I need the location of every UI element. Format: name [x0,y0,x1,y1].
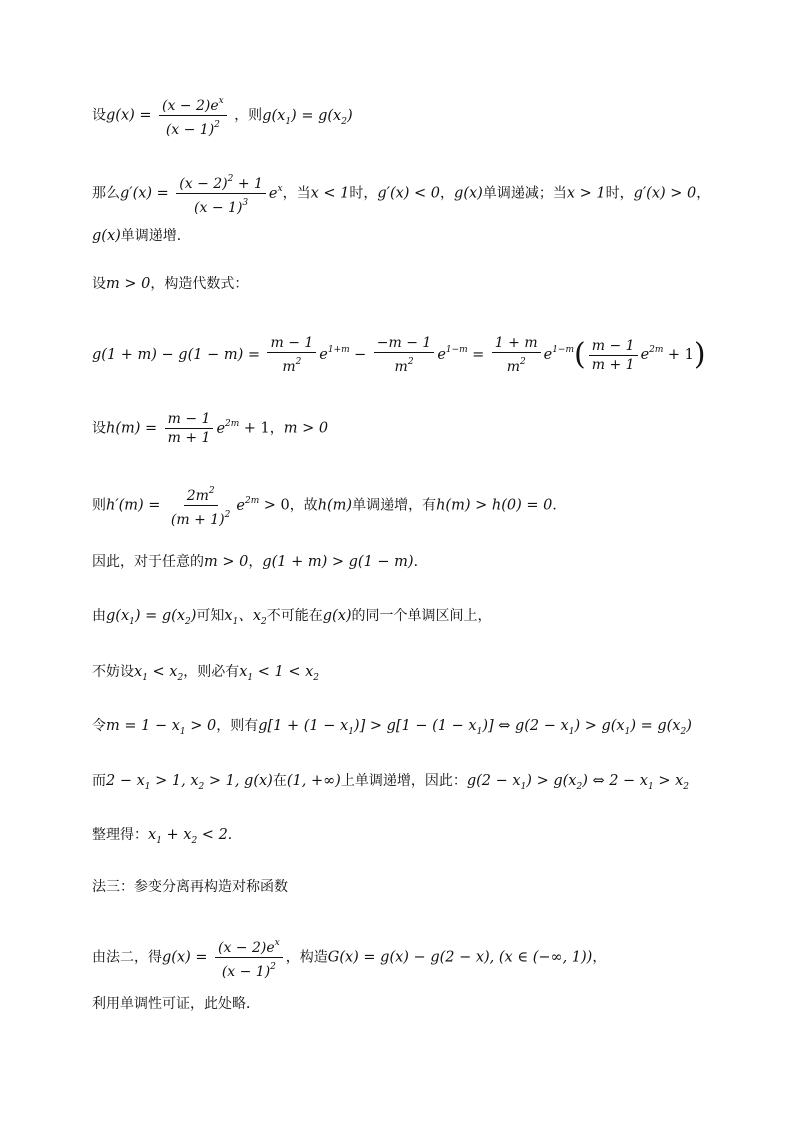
line-set-m [92,274,734,294]
fraction-numerator: m − 1 [267,334,316,353]
math-expr: g(x) [92,228,121,244]
text: ， [248,554,263,570]
fraction-denominator [392,353,417,376]
section-heading: 法三：参变分离再构造对称函数 [92,879,288,895]
fraction [215,934,283,981]
subscript: 2 [683,782,689,792]
math-part: e [268,185,278,202]
subscript: 2 [576,782,583,792]
subscript: 2 [313,673,319,683]
line-method-three [92,877,734,897]
math-expr: (x − 2)e [162,98,219,114]
math-expr: m > 0 [204,554,249,570]
math-expr: m > 0 [106,276,151,292]
line-let-m [92,716,734,742]
subscript: 2 [185,617,191,627]
line-conclusion [92,825,734,851]
math-part: 、x [238,608,262,624]
math-part: 2m [186,488,209,504]
math-part: 2 − x [106,773,145,789]
text: 因此，对于任意的 [92,554,204,570]
math-expr [466,773,689,792]
math-expr [239,664,319,683]
math-part: )] ⇔ g(2 − x [482,718,569,734]
superscript: 2 [407,357,414,367]
math-part: (x − 1) [221,964,271,980]
math-part: ) ⇔ 2 − x [582,773,648,789]
math-part: g(2 − x [466,773,521,789]
math-expr: m > 0 [283,420,329,437]
text: ，则 [234,107,263,124]
fraction [176,170,266,217]
fraction-numerator: 1 + m [492,334,541,353]
math-expr: g′(x) = [120,185,169,202]
text: 利用单调性可证，此处略． [92,996,260,1012]
text: ． [227,827,242,843]
math-operator: = [472,347,485,363]
math-expr: g′(x) > 0 [633,185,697,202]
math-expr [224,608,267,627]
subscript: 1 [624,727,631,737]
text: ， [269,420,284,437]
fraction [492,334,541,376]
subscript: 2 [261,617,267,627]
text: 单调递增，有 [352,497,437,514]
subscript: 1 [476,727,483,737]
math-expr [319,347,349,363]
math-expr: g(x) = [106,107,152,124]
fraction-denominator: m + 1 [167,430,211,446]
math-part: + x [161,827,192,843]
fraction-numerator [159,92,227,116]
subscript: 1 [129,617,135,627]
math-part: x [134,664,143,680]
math-expr [236,495,260,514]
math-part: > 1, x [150,773,199,789]
fraction-numerator [184,482,218,506]
text: 由 [92,608,106,624]
math-expr [216,418,240,437]
subscript: 2 [680,727,687,737]
math-expr [437,347,467,363]
math-expr: g(x) [322,608,352,624]
right-paren: ) [693,337,706,372]
math-expr: h(m) [317,497,353,514]
text: 的同一个单调区间上， [351,608,492,624]
text: ，则有 [216,718,259,734]
text: ． [552,497,567,514]
math-expr: g(x) [454,185,483,202]
subscript: 1 [144,782,151,792]
subscript: 1 [568,727,575,737]
math-part: e [319,347,328,363]
fraction-denominator [504,353,529,376]
subscript: 2 [341,116,347,127]
superscript: 2 [295,357,302,367]
math-expr [106,608,197,627]
line-from-equal [92,606,734,632]
text: 上单调递增，因此： [340,773,467,789]
math-expr [262,107,353,127]
math-expr [148,827,228,846]
text: ， [696,185,711,202]
math-expr: (x − 2) [179,176,228,192]
text: 时， [605,185,634,202]
math-expr: g(x) = [162,949,208,966]
fraction-numerator [215,934,283,958]
superscript: 2 [208,486,215,496]
fraction-denominator [163,116,223,139]
fraction-numerator: m − 1 [165,410,214,429]
math-part: ) [190,608,197,624]
text: 不可能在 [266,608,323,624]
text: 可知 [196,608,225,624]
math-expr [544,347,574,363]
fraction [267,334,316,376]
math-expr [106,773,273,792]
line-derivative [92,170,734,217]
math-expr: > 0 [263,497,290,514]
subscript: 2 [198,782,205,792]
line-h-derivative [92,482,734,529]
fraction-numerator [176,170,266,194]
fraction-numerator: m − 1 [589,337,638,356]
text: 令 [92,718,106,734]
line-construct [92,334,734,376]
math-part: )] > g[1 − (1 − x [353,718,477,734]
math-part: x [148,827,157,843]
fraction-denominator [168,506,233,529]
superscript: x [218,96,224,106]
superscript: 2m [244,495,260,506]
math-expr: h(m) = [106,420,158,437]
text: 在 [272,773,287,789]
math-part: g[1 + (1 − x [258,718,349,734]
math-part: e [640,347,650,363]
subscript: 2 [177,673,184,683]
text: 那么 [92,185,120,202]
fraction-denominator [191,194,251,217]
subscript: 1 [156,836,162,846]
subscript: 1 [142,673,148,683]
math-part: m = 1 − x [106,718,180,734]
math-expr: g(1 + m) − g(1 − m) = [92,347,261,363]
math-part: > 0 [185,718,217,734]
text: ， [440,185,455,202]
superscript: 2 [519,357,526,367]
fraction-denominator [279,353,304,376]
math-part: ) > g(x [526,773,577,789]
math-part: > 1, g(x) [204,773,273,789]
fraction-numerator: −m − 1 [374,334,435,353]
math-part: m [394,359,408,375]
math-part: ) = g(x [630,718,681,734]
math-part: (m + 1) [170,512,225,528]
left-paren: ( [574,337,586,372]
math-part: m [282,359,296,375]
math-expr: G(x) = g(x) − g(2 − x), (x ∈ (−∞, 1)) [327,949,593,966]
line-increasing [92,226,734,246]
text: 设 [92,276,106,292]
fraction [165,410,214,447]
math-expr: g(1 + m) > g(1 − m) [262,554,414,570]
math-expr: + 1 [667,347,694,363]
line-omitted [92,994,734,1014]
text: ，构造 [285,949,328,966]
math-part: e [216,420,226,437]
superscript: 2 [214,120,220,130]
math-part: g(x [106,608,130,624]
math-expr: g′(x) < 0 [377,185,441,202]
subscript: 1 [647,782,654,792]
math-expr [641,347,664,363]
superscript: 2 [227,174,234,184]
math-expr: (x − 1) [194,200,243,216]
math-expr: h′(m) = [106,497,161,514]
subscript: 1 [179,727,186,737]
text: 设 [92,107,106,124]
math-expr [258,718,692,737]
superscript: 1+m [327,345,350,355]
math-part: x [239,664,248,680]
subscript: 1 [232,617,239,627]
subscript: 2 [191,836,198,846]
math-part: g(x [262,107,286,124]
math-expr: x > 1 [566,185,606,202]
math-expr [134,664,184,683]
math-part: ) = g(x [291,107,342,124]
text: 时， [349,185,378,202]
math-part: < x [147,664,178,680]
text: 而 [92,773,106,789]
math-part: e [236,497,245,514]
text: ，则必有 [183,664,240,680]
text: ，当 [282,185,311,202]
text: 设 [92,420,106,437]
superscript: 2 [270,962,276,972]
math-expr [106,718,217,737]
math-part: x [224,608,233,624]
fraction [374,334,435,376]
text: ，构造代数式： [150,276,249,292]
math-operator: − [354,347,367,363]
subscript: 1 [247,673,254,683]
math-expr: x < 1 [310,185,350,202]
math-expr: (1, +∞) [286,773,341,789]
text: 单调递减；当 [482,185,567,202]
text: 单调递增． [120,228,191,244]
math-expr: + 1 [243,420,270,437]
math-part: < 1 < x [253,664,314,680]
fraction [589,337,638,374]
math-part: ) = g(x [134,608,186,624]
line-define-h [92,410,734,447]
text: 整理得： [92,827,148,843]
math-part: e [543,347,553,363]
text: ，故 [289,497,318,514]
superscript: 1−m [445,345,468,355]
text: 由法二，得 [92,949,162,966]
superscript: 2m [225,418,240,429]
line-and [92,771,734,797]
text: 不妨设 [92,664,134,680]
superscript: 2 [224,510,231,520]
math-part: < 2 [197,827,228,843]
fraction [159,92,227,139]
superscript: 3 [242,198,249,208]
math-expr [268,183,283,202]
math-part: ) [346,107,353,124]
subscript: 1 [285,116,292,127]
superscript: 2m [649,345,664,355]
text: ． [413,554,428,570]
superscript: x [277,183,283,194]
subscript: 1 [520,782,527,792]
text: 则 [92,497,106,514]
math-expr: + 1 [233,176,263,192]
fraction-denominator [219,958,279,981]
fraction-denominator: m + 1 [591,356,635,373]
fraction [168,482,233,529]
math-part: m [506,359,520,375]
math-part: > x [653,773,684,789]
line-from-method-two [92,934,734,981]
math-part: ) [686,718,692,734]
line-define-g [92,92,734,139]
math-expr: (x − 1) [165,122,215,138]
math-part: (x − 2)e [218,940,275,956]
math-expr: h(m) > h(0) = 0 [436,497,553,514]
superscript: 1−m [552,345,575,355]
superscript: x [274,938,280,948]
math-part: ) > g(x [574,718,625,734]
line-therefore [92,552,734,572]
line-assume [92,662,734,688]
text: ， [592,949,607,966]
math-part: e [437,347,446,363]
subscript: 1 [348,727,354,737]
